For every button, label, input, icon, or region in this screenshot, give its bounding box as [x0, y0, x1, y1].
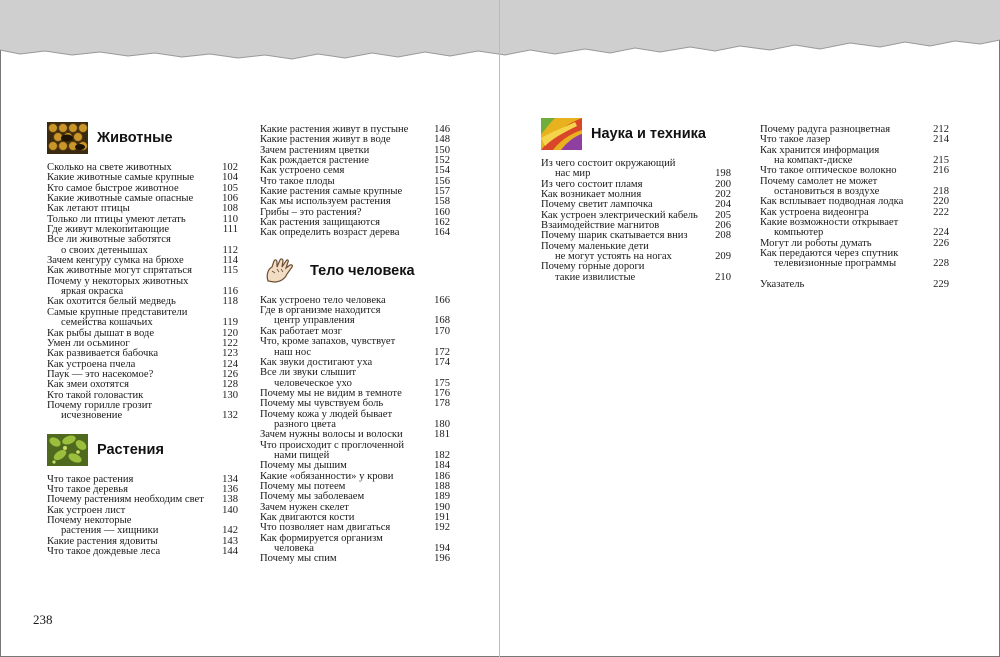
- entry-title: Почему кожа у людей бывает: [260, 408, 393, 420]
- entry-page: 222: [933, 206, 949, 218]
- entry-title: Почему у некоторых животных: [47, 275, 189, 287]
- column-3: [541, 117, 731, 283]
- entry-page: 114: [222, 255, 238, 267]
- entry-title: Как змеи охотятся: [47, 379, 129, 391]
- toc-list-animals: [47, 163, 238, 422]
- entry-title: Самые крупные представители: [47, 306, 188, 318]
- torn-paper-edge: [0, 0, 1000, 60]
- entry-page: 156: [434, 175, 450, 187]
- entry-page: 105: [222, 182, 238, 194]
- entry-page: 157: [434, 186, 450, 198]
- entry-title: Почему светит лампочка: [541, 199, 653, 211]
- entry-page: 102: [222, 162, 238, 173]
- entry-page: 115: [222, 265, 238, 277]
- entry-page: 218: [933, 186, 949, 198]
- entry-page: 214: [933, 134, 949, 146]
- entry-page: 175: [434, 377, 450, 389]
- toc-entry[interactable]: [47, 349, 238, 359]
- entry-title: наш нос: [274, 346, 312, 358]
- entry-title: компьютер: [774, 227, 824, 239]
- section-title: Растения: [97, 441, 164, 458]
- entry-title: Как передаются через спутник: [760, 248, 899, 260]
- toc-entry[interactable]: [541, 273, 731, 283]
- entry-title: Что такое дождевые леса: [47, 546, 161, 557]
- toc-list-science-continued: [760, 125, 949, 270]
- toc-entry[interactable]: [47, 547, 238, 557]
- entry-title: Что такое деревья: [47, 483, 128, 495]
- entry-page: 174: [434, 356, 450, 368]
- entry-title: Как звуки достигают уха: [260, 356, 373, 368]
- entry-page: 191: [434, 512, 450, 523]
- entry-title: растения — хищники: [61, 525, 159, 537]
- entry-title: Почему мы чувствуем боль: [260, 398, 384, 410]
- toc-entry[interactable]: [260, 399, 450, 409]
- entry-title: Кто самое быстрое животное: [47, 182, 179, 194]
- entry-page: [426, 368, 450, 378]
- toc-list-plants-continued: [260, 125, 450, 239]
- entry-title: Как охотится белый медведь: [47, 296, 176, 308]
- entry-title: Как определить возраст дерева: [260, 227, 400, 239]
- toc-list-body: [260, 296, 450, 565]
- entry-page: 112: [222, 244, 238, 256]
- entry-page: 146: [434, 124, 450, 135]
- entry-page: 111: [222, 224, 238, 236]
- entry-page: 126: [222, 368, 238, 380]
- entry-title: Почему самолет не может: [760, 175, 878, 187]
- entry-page: 116: [222, 286, 238, 298]
- entry-title: Что такое лазер: [760, 134, 831, 146]
- entry-page: 154: [434, 165, 450, 177]
- entry-title: Что позволяет нам двигаться: [260, 522, 391, 534]
- entry-page: 136: [222, 483, 238, 495]
- toc-entry[interactable]: [47, 318, 238, 328]
- entry-page: 212: [933, 124, 949, 135]
- toc-list-science: [541, 159, 731, 283]
- entry-title: Как хранится информация: [760, 144, 880, 156]
- entry-page: 172: [434, 346, 450, 358]
- toc-entry[interactable]: [47, 380, 238, 390]
- entry-title: Зачем растениям цветки: [260, 144, 370, 156]
- entry-page: 104: [222, 172, 238, 184]
- entry-title: Какие «обязанности» у крови: [260, 470, 394, 482]
- entry-title: исчезновение: [61, 410, 123, 422]
- entry-title: Умен ли осьминог: [47, 337, 130, 349]
- entry-title: телевизионные программы: [774, 258, 897, 270]
- entry-title: Какие растения живут в пустыне: [260, 124, 409, 135]
- entry-title: Все ли животные заботятся: [47, 234, 171, 246]
- entry-page: 209: [715, 251, 731, 263]
- entry-title: нас мир: [555, 168, 591, 180]
- entry-title: человеческое ухо: [274, 377, 352, 389]
- entry-page: 198: [715, 168, 731, 180]
- entry-title: человека: [274, 543, 314, 555]
- entry-title: Почему горные дороги: [541, 261, 645, 273]
- entry-title: Как всплывает подводная лодка: [760, 196, 904, 208]
- entry-page: 160: [434, 206, 450, 218]
- entry-title: Что такое оптическое волокно: [760, 165, 897, 177]
- entry-title: Как возникает молния: [541, 189, 642, 201]
- section-title: Тело человека: [310, 262, 415, 279]
- section-header-animals: [47, 121, 238, 155]
- entry-title: Почему мы не видим в темноте: [260, 387, 402, 399]
- entry-page: 189: [434, 491, 450, 503]
- entry-page: 143: [222, 535, 238, 547]
- column-2: [260, 125, 450, 565]
- entry-title: Как устроено тело человека: [260, 294, 386, 306]
- entry-page: 180: [434, 418, 450, 430]
- entry-title: Только ли птицы умеют летать: [47, 213, 186, 225]
- entry-page: 176: [434, 387, 450, 399]
- entry-title: Почему растениям необходим свет: [47, 494, 204, 506]
- entry-page: 132: [222, 410, 238, 422]
- tulip-petals-icon: [541, 118, 582, 150]
- entry-title: Где живут млекопитающие: [47, 224, 170, 236]
- entry-page: 108: [222, 203, 238, 215]
- entry-title: Как устроена пчела: [47, 358, 136, 370]
- entry-page: 148: [434, 134, 450, 146]
- entry-title: Как развивается бабочка: [47, 348, 159, 360]
- entry-title: Почему некоторые: [47, 514, 132, 526]
- entry-title: Зачем нужны волосы и волоски: [260, 429, 403, 441]
- entry-title: Взаимодействие магнитов: [541, 220, 660, 232]
- entry-page: 181: [434, 429, 450, 441]
- entry-title: Как устроено семя: [260, 165, 345, 177]
- toc-entry[interactable]: [260, 337, 450, 347]
- entry-page: 152: [434, 155, 450, 167]
- entry-title: Как устроена видеонгра: [760, 206, 869, 218]
- entry-page: 138: [222, 494, 238, 506]
- entry-title: Почему шарик скатывается вниз: [541, 230, 688, 242]
- entry-title: Почему мы потеем: [260, 480, 346, 492]
- entry-page: 196: [434, 553, 450, 565]
- entry-title: о своих детенышах: [61, 244, 148, 256]
- entry-title: Что, кроме запахов, чувствует: [260, 336, 396, 348]
- entry-page: 140: [222, 504, 238, 516]
- entry-title: центр управления: [274, 315, 355, 327]
- entry-page: 205: [715, 209, 731, 221]
- section-header-body: [260, 254, 450, 288]
- entry-title: Как рождается растение: [260, 155, 369, 167]
- entry-page: 192: [434, 522, 450, 534]
- entry-page: 182: [434, 449, 450, 461]
- entry-page: 144: [222, 546, 238, 557]
- entry-title: нами пищей: [274, 449, 330, 461]
- entry-page: 194: [434, 543, 450, 555]
- toc-entry[interactable]: [260, 228, 450, 238]
- column-4: [760, 125, 949, 290]
- entry-page: 210: [715, 271, 731, 283]
- entry-page: 123: [222, 348, 238, 360]
- entry-title: Как летают птицы: [47, 203, 130, 215]
- entry-page: 122: [222, 337, 238, 349]
- entry-page: 226: [933, 237, 949, 249]
- entry-page: 206: [715, 220, 731, 232]
- entry-page: 228: [933, 258, 949, 270]
- entry-page: 216: [933, 165, 949, 177]
- entry-title: яркая окраска: [61, 286, 124, 298]
- entry-title: Почему мы спим: [260, 553, 337, 565]
- entry-page: 128: [222, 379, 238, 391]
- entry-page: 124: [222, 358, 238, 370]
- entry-title: Могут ли роботы думать: [760, 237, 872, 249]
- entry-title: такие извилистые: [555, 271, 636, 283]
- entry-page: 178: [434, 398, 450, 410]
- section-header-plants: [47, 433, 238, 467]
- entry-title: семейства кошачьих: [61, 317, 153, 329]
- entry-title: Почему мы дышим: [260, 460, 347, 472]
- section-title: Наука и техника: [591, 126, 706, 142]
- entry-title: Все ли звуки слышит: [260, 367, 357, 379]
- entry-page: 150: [434, 144, 450, 156]
- entry-page: 162: [434, 217, 450, 229]
- entry-title: Как формируется организм: [260, 532, 383, 544]
- book-gutter: [499, 0, 500, 657]
- entry-title: Какие растения ядовиты: [47, 535, 158, 547]
- entry-page: 186: [434, 470, 450, 482]
- entry-page: 158: [434, 196, 450, 208]
- entry-title: Как растения защищаются: [260, 217, 380, 229]
- entry-page: 170: [434, 325, 450, 337]
- entry-title: Какие растения самые крупные: [260, 186, 403, 198]
- entry-page: 188: [434, 480, 450, 492]
- entry-title: Что такое растения: [47, 473, 134, 485]
- entry-title: Грибы – это растения?: [260, 206, 362, 218]
- entry-title: Почему мы заболеваем: [260, 491, 365, 503]
- toc-entry-index[interactable]: [760, 280, 949, 290]
- entry-title: Зачем нужен скелет: [260, 501, 349, 513]
- entry-page: 208: [715, 230, 731, 242]
- entry-page: 224: [933, 227, 949, 239]
- entry-title: Как мы используем растения: [260, 196, 391, 208]
- entry-title: Какие возможности открывает: [760, 217, 899, 229]
- entry-title: Сколько на свете животных: [47, 162, 172, 173]
- page-number: 238: [33, 612, 53, 627]
- entry-page: 184: [434, 460, 450, 472]
- entry-title: Почему маленькие дети: [541, 240, 649, 252]
- entry-title: разного цвета: [274, 418, 336, 430]
- entry-title: Где в организме находится: [260, 305, 381, 317]
- entry-title: Указатель: [760, 278, 805, 290]
- section-title: Животные: [97, 130, 173, 146]
- entry-title: Паук — это насекомое?: [47, 368, 154, 380]
- entry-page: 130: [222, 389, 238, 401]
- entry-page: 220: [933, 196, 949, 208]
- entry-page: 118: [222, 296, 238, 308]
- entry-title: Как устроен электрический кабель: [541, 209, 698, 221]
- entry-page: 204: [715, 199, 731, 211]
- leaves-icon: [47, 434, 88, 466]
- entry-page: 200: [715, 178, 731, 190]
- entry-title: не могут устоять на ногах: [555, 251, 672, 263]
- entry-page: 215: [933, 155, 949, 167]
- column-1: [47, 121, 238, 557]
- entry-title: Из чего состоит пламя: [541, 178, 643, 190]
- section-header-science: [541, 117, 731, 151]
- entry-page: 202: [715, 189, 731, 201]
- entry-title: Что происходит с проглоченной: [260, 439, 405, 451]
- hand-icon: [260, 255, 301, 287]
- toc-entry[interactable]: [47, 411, 238, 421]
- entry-title: Как двигаются кости: [260, 512, 355, 523]
- entry-page: 106: [222, 193, 238, 205]
- entry-title: Какие животные самые опасные: [47, 193, 194, 205]
- toc-entry[interactable]: [260, 554, 450, 564]
- entry-page: 142: [222, 525, 238, 537]
- entry-page: 190: [434, 501, 450, 513]
- entry-page: 134: [222, 473, 238, 485]
- entry-title: Как рыбы дышат в воде: [47, 327, 155, 339]
- entry-title: Какие растения живут в воде: [260, 134, 391, 146]
- entry-title: Кто такой головастик: [47, 389, 144, 401]
- entry-page: [426, 337, 450, 347]
- toc-entry[interactable]: [260, 368, 450, 378]
- entry-title: остановиться в воздухе: [774, 186, 880, 198]
- entry-page: 120: [222, 327, 238, 339]
- entry-title: Почему горилле грозит: [47, 399, 153, 411]
- entry-page: 168: [434, 315, 450, 327]
- entry-page: 166: [434, 294, 450, 306]
- honeycomb-bees-icon: [47, 122, 88, 154]
- toc-list-plants: [47, 475, 238, 558]
- entry-title: Как работает мозг: [260, 325, 342, 337]
- entry-title: Зачем кенгуру сумка на брюхе: [47, 255, 184, 267]
- entry-title: на компакт-диске: [774, 155, 853, 167]
- entry-page: 229: [933, 278, 949, 290]
- entry-title: Как устроен лист: [47, 504, 126, 516]
- entry-title: Из чего состоит окружающий: [541, 158, 676, 169]
- entry-page: 164: [434, 227, 450, 239]
- entry-page: 110: [222, 213, 238, 225]
- toc-entry[interactable]: [760, 259, 949, 269]
- entry-title: Как животные могут спрятаться: [47, 265, 192, 277]
- entry-title: Что такое плоды: [260, 175, 335, 187]
- entry-page: 119: [222, 317, 238, 329]
- entry-title: Почему радуга разноцветная: [760, 124, 891, 135]
- entry-title: Какие животные самые крупные: [47, 172, 195, 184]
